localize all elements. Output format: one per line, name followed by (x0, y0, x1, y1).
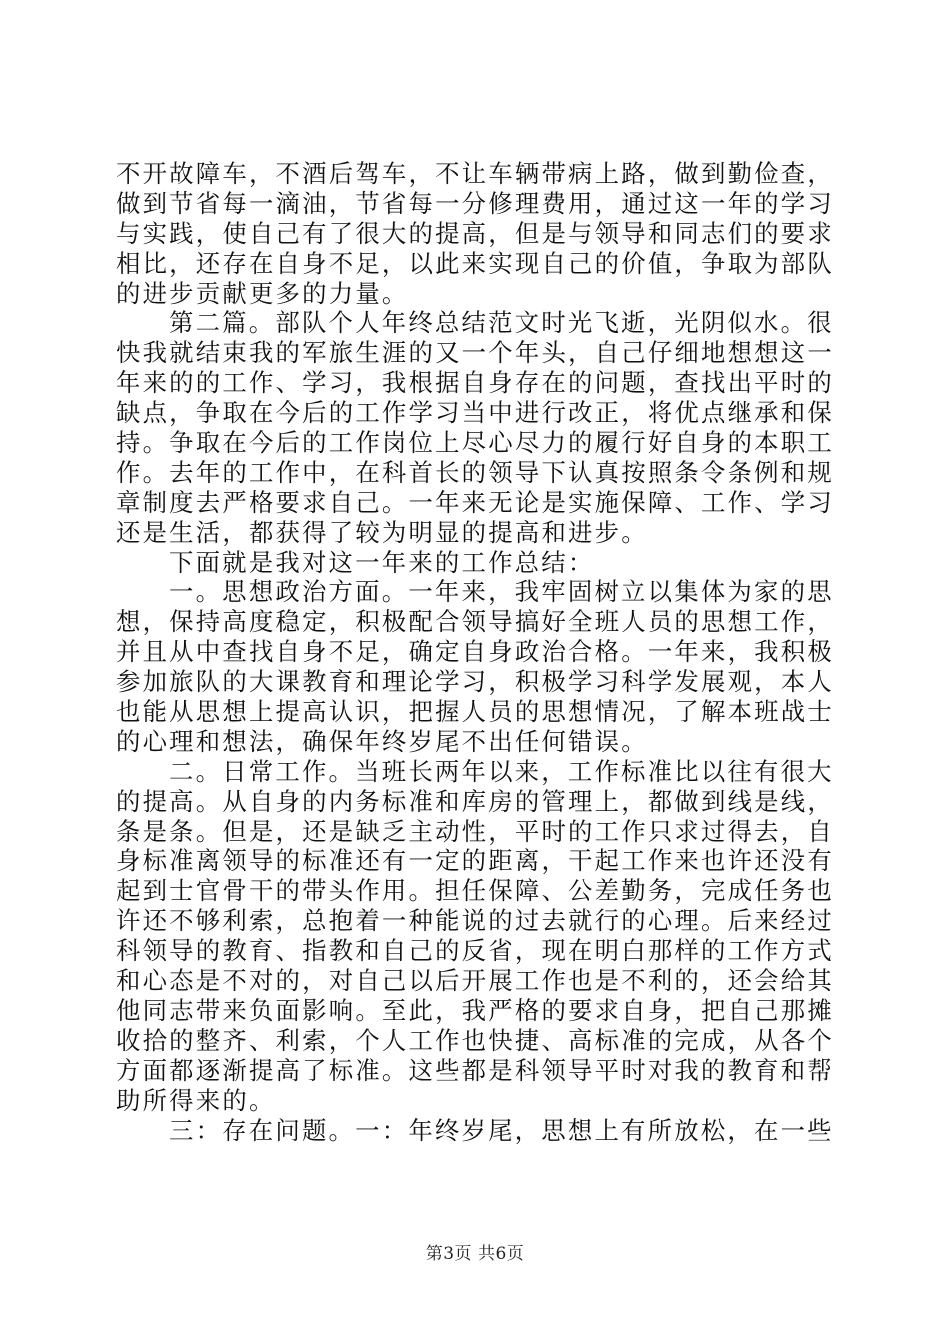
text-line: 还是生活，都获得了较为明显的提高和进步。 (116, 517, 648, 547)
text-line: 一。思想政治方面。一年来，我牢固树立以集体为家的思 (169, 577, 834, 607)
text-line: 他同志带来负面影响。至此，我严格的要求自身，把自己那摊 (116, 995, 834, 1025)
text-line: 想，保持高度稳定，积极配合领导搞好全班人员的思想工作， (116, 607, 834, 637)
text-line: 的进步贡献更多的力量。 (116, 278, 409, 308)
text-line: 下面就是我对这一年来的工作总结： (169, 547, 595, 577)
text-line: 许还不够利索，总抱着一种能说的过去就行的心理。后来经过 (116, 906, 834, 936)
text-line: 做到节省每一滴油，节省每一分修理费用，通过这一年的学习 (116, 188, 834, 218)
text-line: 二。日常工作。当班长两年以来，工作标准比以往有很大 (169, 756, 834, 786)
text-line: 三：存在问题。一：年终岁尾，思想上有所放松，在一些 (169, 1115, 834, 1145)
text-line: 科领导的教育、指教和自己的反省，现在明白那样的工作方式 (116, 936, 834, 966)
text-line: 条是条。但是，还是缺乏主动性，平时的工作只求过得去，自 (116, 816, 834, 846)
text-line: 收拾的整齐、利索，个人工作也快捷、高标准的完成，从各个 (116, 1025, 834, 1055)
text-line: 章制度去严格要求自己。一年来无论是实施保障、工作、学习 (116, 487, 834, 517)
text-line: 持。争取在今后的工作岗位上尽心尽力的履行好自身的本职工 (116, 428, 834, 458)
text-line: 方面都逐渐提高了标准。这些都是科领导平时对我的教育和帮 (116, 1055, 834, 1085)
text-line: 第二篇。部队个人年终总结范文时光飞逝，光阴似水。很 (169, 308, 834, 338)
text-line: 与实践，使自己有了很大的提高，但是与领导和同志们的要求 (116, 218, 834, 248)
text-line: 也能从思想上提高认识，把握人员的思想情况，了解本班战士 (116, 697, 834, 727)
text-line: 的提高。从自身的内务标准和库房的管理上，都做到线是线， (116, 786, 834, 816)
text-line: 的心理和想法，确保年终岁尾不出任何错误。 (116, 726, 648, 756)
document-body (116, 159, 836, 1145)
text-line: 参加旅队的大课教育和理论学习，积极学习科学发展观，本人 (116, 667, 834, 697)
text-line: 年来的的工作、学习，我根据自身存在的问题，查找出平时的 (116, 368, 834, 398)
text-line: 缺点，争取在今后的工作学习当中进行改正，将优点继承和保 (116, 398, 834, 428)
text-line: 起到士官骨干的带头作用。担任保障、公差勤务，完成任务也 (116, 876, 834, 906)
text-line: 不开故障车，不酒后驾车，不让车辆带病上路，做到勤俭查， (116, 159, 834, 188)
text-line: 相比，还存在自身不足，以此来实现自己的价值，争取为部队 (116, 248, 834, 278)
text-line: 助所得来的。 (116, 1085, 276, 1115)
text-line: 和心态是不对的，对自己以后开展工作也是不利的，还会给其 (116, 966, 834, 996)
text-line: 并且从中查找自身不足，确定自身政治合格。一年来，我积极 (116, 637, 834, 667)
text-line: 身标准离领导的标准还有一定的距离，干起工作来也许还没有 (116, 846, 834, 876)
page-footer: 第3页 共6页 (425, 1244, 525, 1264)
text-line: 作。去年的工作中，在科首长的领导下认真按照条令条例和规 (116, 457, 834, 487)
text-line: 快我就结束我的军旅生涯的又一个年头，自己仔细地想想这一 (116, 338, 834, 368)
